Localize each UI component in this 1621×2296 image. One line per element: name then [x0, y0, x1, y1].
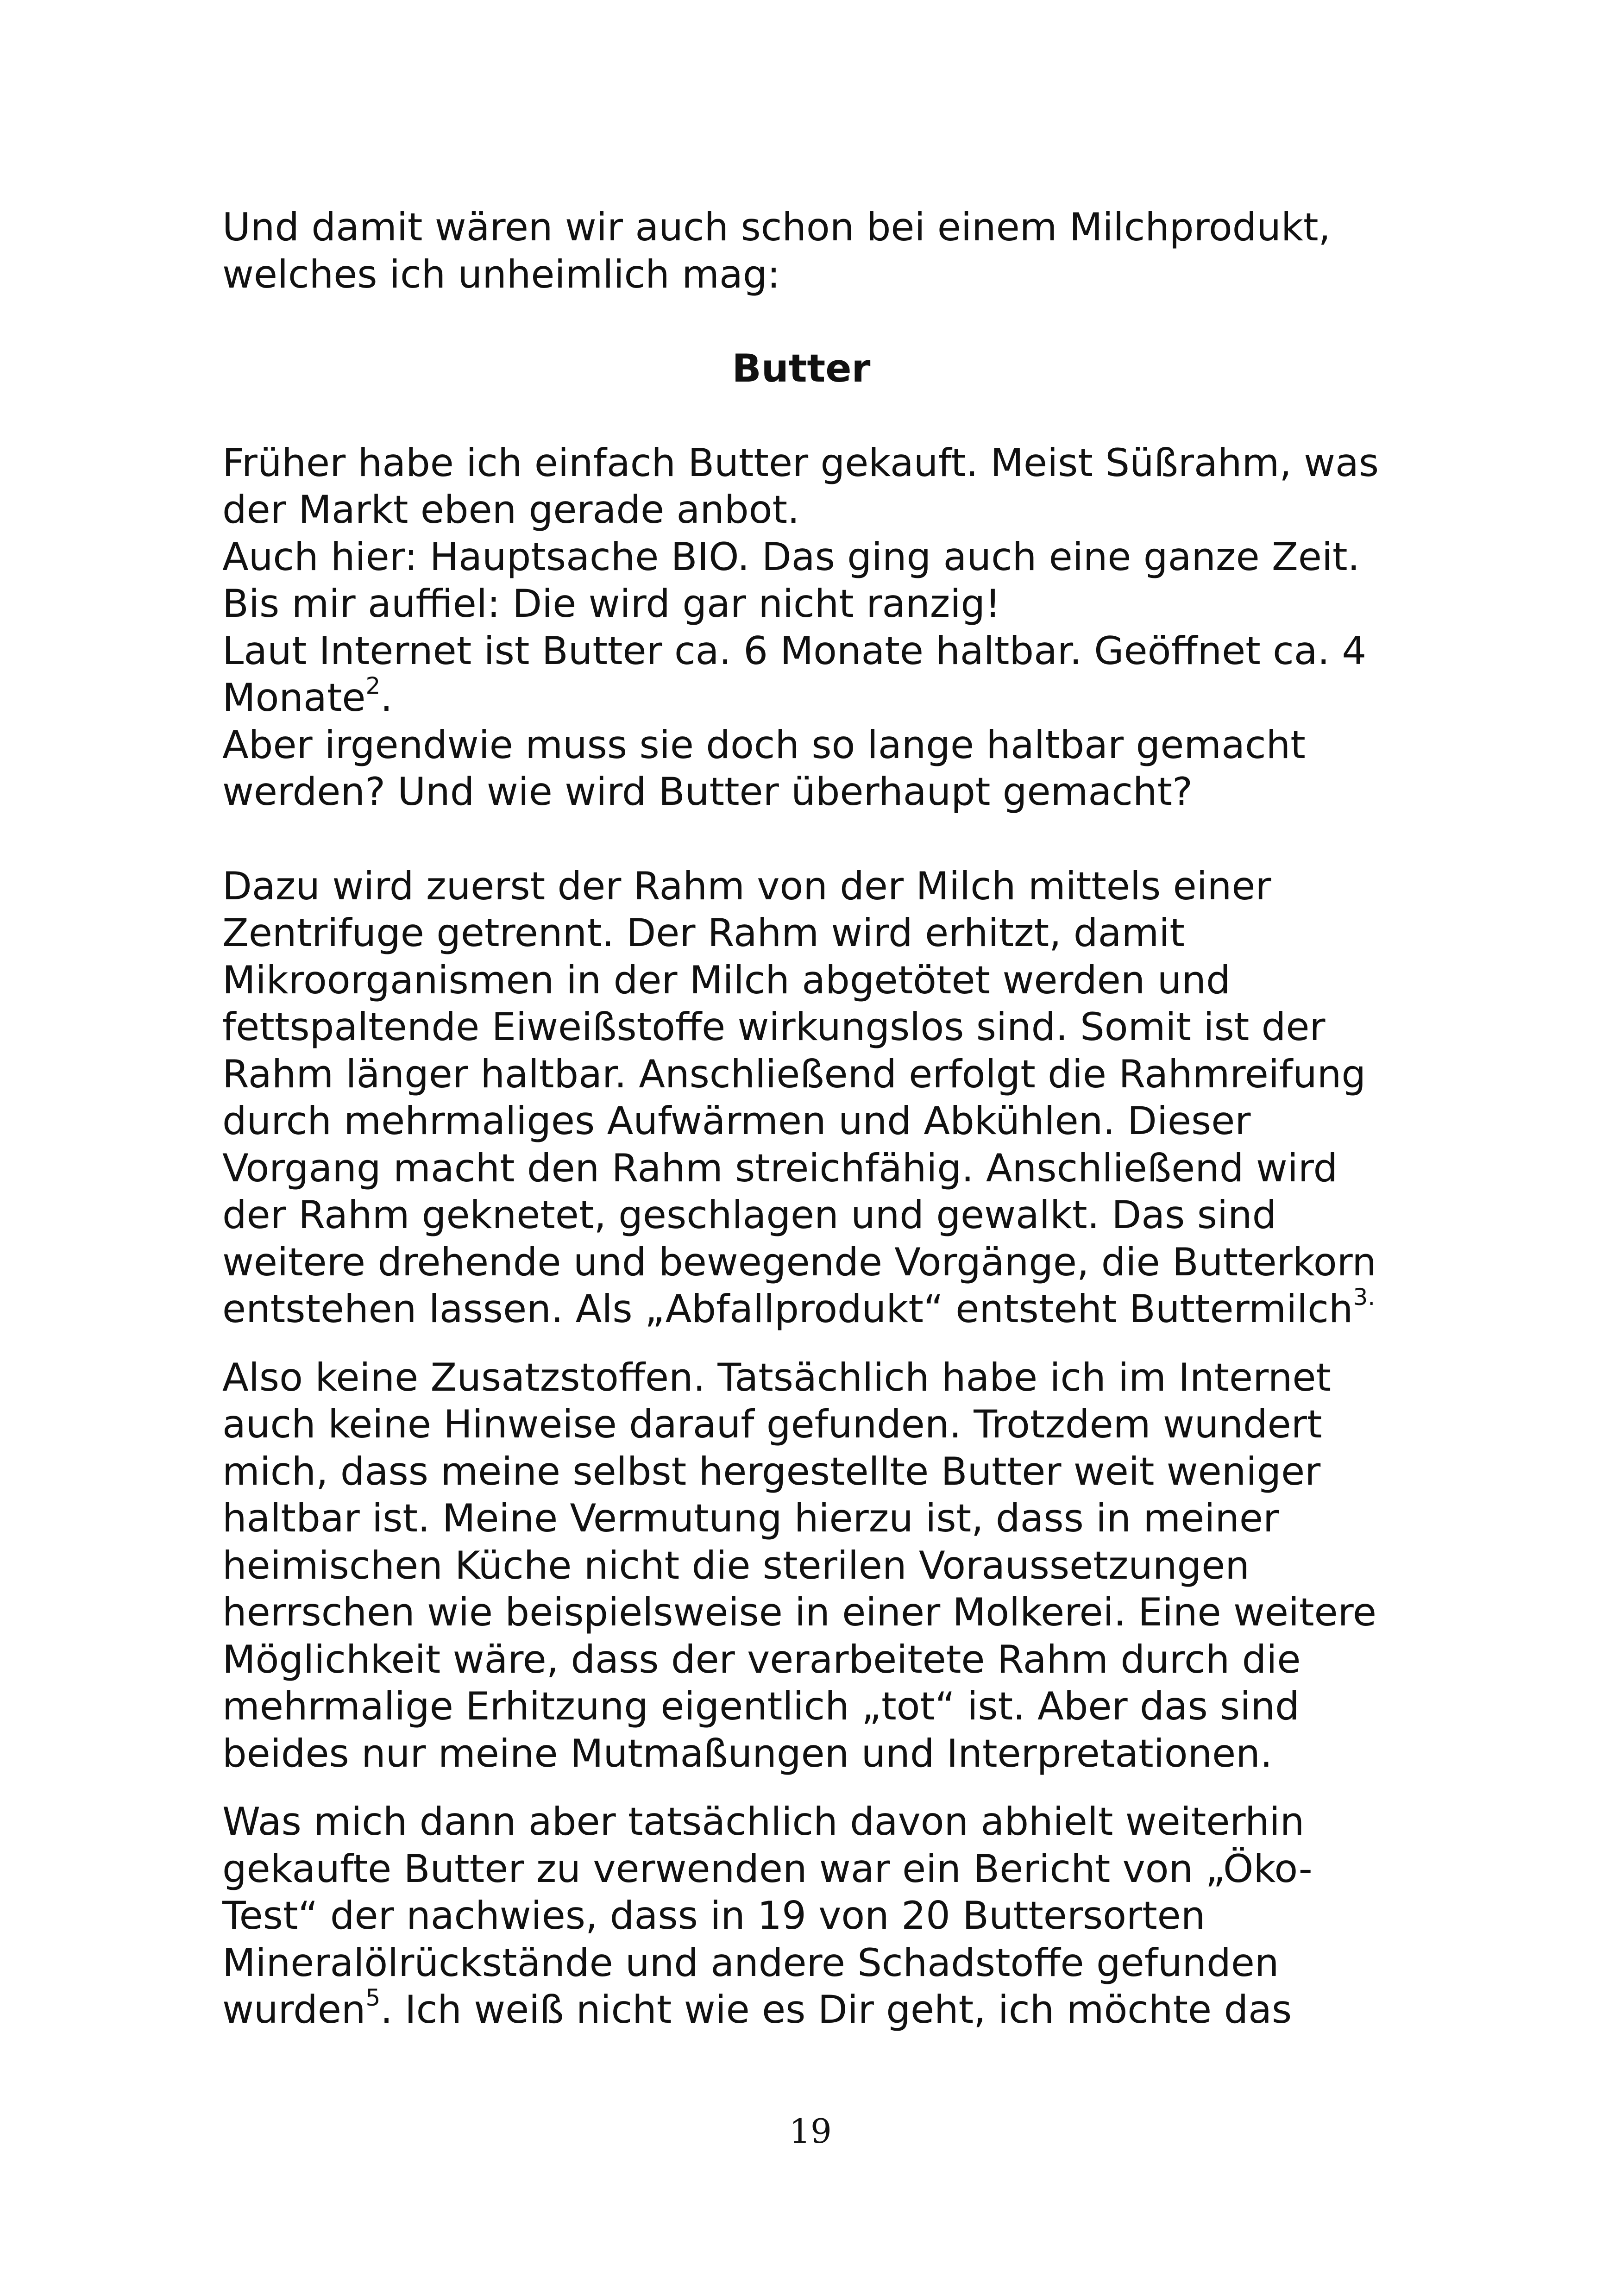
text-line: beides nur meine Mutmaßungen und Interpretationen. [222, 1731, 1273, 1776]
text-line: weitere drehende und bewegende Vorgänge, die Butterkorn [222, 1239, 1376, 1285]
page-number: 19 [789, 2112, 832, 2151]
paragraph-2 [222, 863, 1436, 1333]
text-line: Vorgang macht den Rahm streichfähig. Anschließend wird [222, 1145, 1338, 1191]
text-line: mich, dass meine selbst hergestellte Butter weit weniger [222, 1449, 1321, 1494]
text-line: Also keine Zusatzstoffen. Tatsächlich habe ich im Internet [222, 1355, 1331, 1400]
text-fragment: Monate [222, 675, 366, 720]
text-line: fettspaltende Eiweißstoffe wirkungslos sind. Somit ist der [222, 1004, 1326, 1049]
text-line: Dazu wird zuerst der Rahm von der Milch mittels einer [222, 863, 1271, 909]
text-line [222, 674, 1436, 721]
intro-paragraph [222, 204, 1436, 298]
text-fragment: . [380, 675, 393, 720]
text-line: Auch hier: Hauptsache BIO. Das ging auch eine ganze Zeit. [222, 534, 1360, 579]
text-line: der Rahm geknetet, geschlagen und gewalkt. Das sind [222, 1192, 1277, 1237]
text-line: haltbar ist. Meine Vermutung hierzu ist, dass in meiner [222, 1496, 1279, 1541]
text-line: Was mich dann aber tatsächlich davon abhielt weiterhin [222, 1799, 1305, 1844]
text-fragment: entstehen lassen. Als „Abfallprodukt“ entsteht Buttermilch [222, 1286, 1353, 1331]
paragraph-3 [222, 1354, 1436, 1777]
text-line: mehrmalige Erhitzung eigentlich „tot“ ist. Aber das sind [222, 1684, 1300, 1729]
text-fragment: wurden [222, 1987, 366, 2032]
text-line: Rahm länger haltbar. Anschließend erfolgt die Rahmreifung [222, 1051, 1366, 1097]
text-line: der Markt eben gerade anbot. [222, 487, 800, 532]
text-line: Möglichkeit wäre, dass der verarbeitete Rahm durch die [222, 1637, 1301, 1682]
text-line: Aber irgendwie muss sie doch so lange haltbar gemacht [222, 722, 1306, 767]
text-line: Mineralölrückstände und andere Schadstoffe gefunden [222, 1940, 1279, 1985]
text-line [222, 1986, 1436, 2033]
text-line: auch keine Hinweise darauf gefunden. Trotzdem wundert [222, 1402, 1322, 1447]
text-line: durch mehrmaliges Aufwärmen und Abkühlen. Dieser [222, 1098, 1251, 1143]
text-line: werden? Und wie wird Butter überhaupt gemacht? [222, 769, 1193, 814]
text-line: heimischen Küche nicht die sterilen Voraussetzungen [222, 1543, 1250, 1588]
footnote-marker: 3. [1353, 1284, 1376, 1311]
text-fragment: . Ich weiß nicht wie es Dir geht, ich möchte das [380, 1987, 1292, 2032]
text-line: Laut Internet ist Butter ca. 6 Monate haltbar. Geöffnet ca. 4 [222, 628, 1367, 673]
text-line [222, 1286, 1436, 1333]
footnote-marker: 5 [365, 1984, 381, 2012]
text-line: Bis mir auffiel: Die wird gar nicht ranzig! [222, 581, 1001, 626]
paragraph-4 [222, 1798, 1436, 2033]
body-text [222, 204, 1436, 2033]
text-line: Mikroorganismen in der Milch abgetötet werden und [222, 957, 1231, 1003]
footnote-marker: 2 [365, 672, 381, 700]
text-line: Und damit wären wir auch schon bei einem Milchprodukt, [222, 205, 1331, 250]
text-line: Früher habe ich einfach Butter gekauft. Meist Süßrahm, was [222, 440, 1379, 485]
paragraph-1 [222, 439, 1436, 816]
text-line: welches ich unheimlich mag: [222, 251, 780, 297]
text-line: gekaufte Butter zu verwenden war ein Bericht von „Öko- [222, 1846, 1313, 1891]
text-line: herrschen wie beispielsweise in einer Molkerei. Eine weitere [222, 1590, 1376, 1635]
section-heading: Butter [732, 346, 871, 391]
text-line: Test“ der nachwies, dass in 19 von 20 Buttersorten [222, 1893, 1206, 1938]
text-line: Zentrifuge getrennt. Der Rahm wird erhitzt, damit [222, 910, 1185, 955]
